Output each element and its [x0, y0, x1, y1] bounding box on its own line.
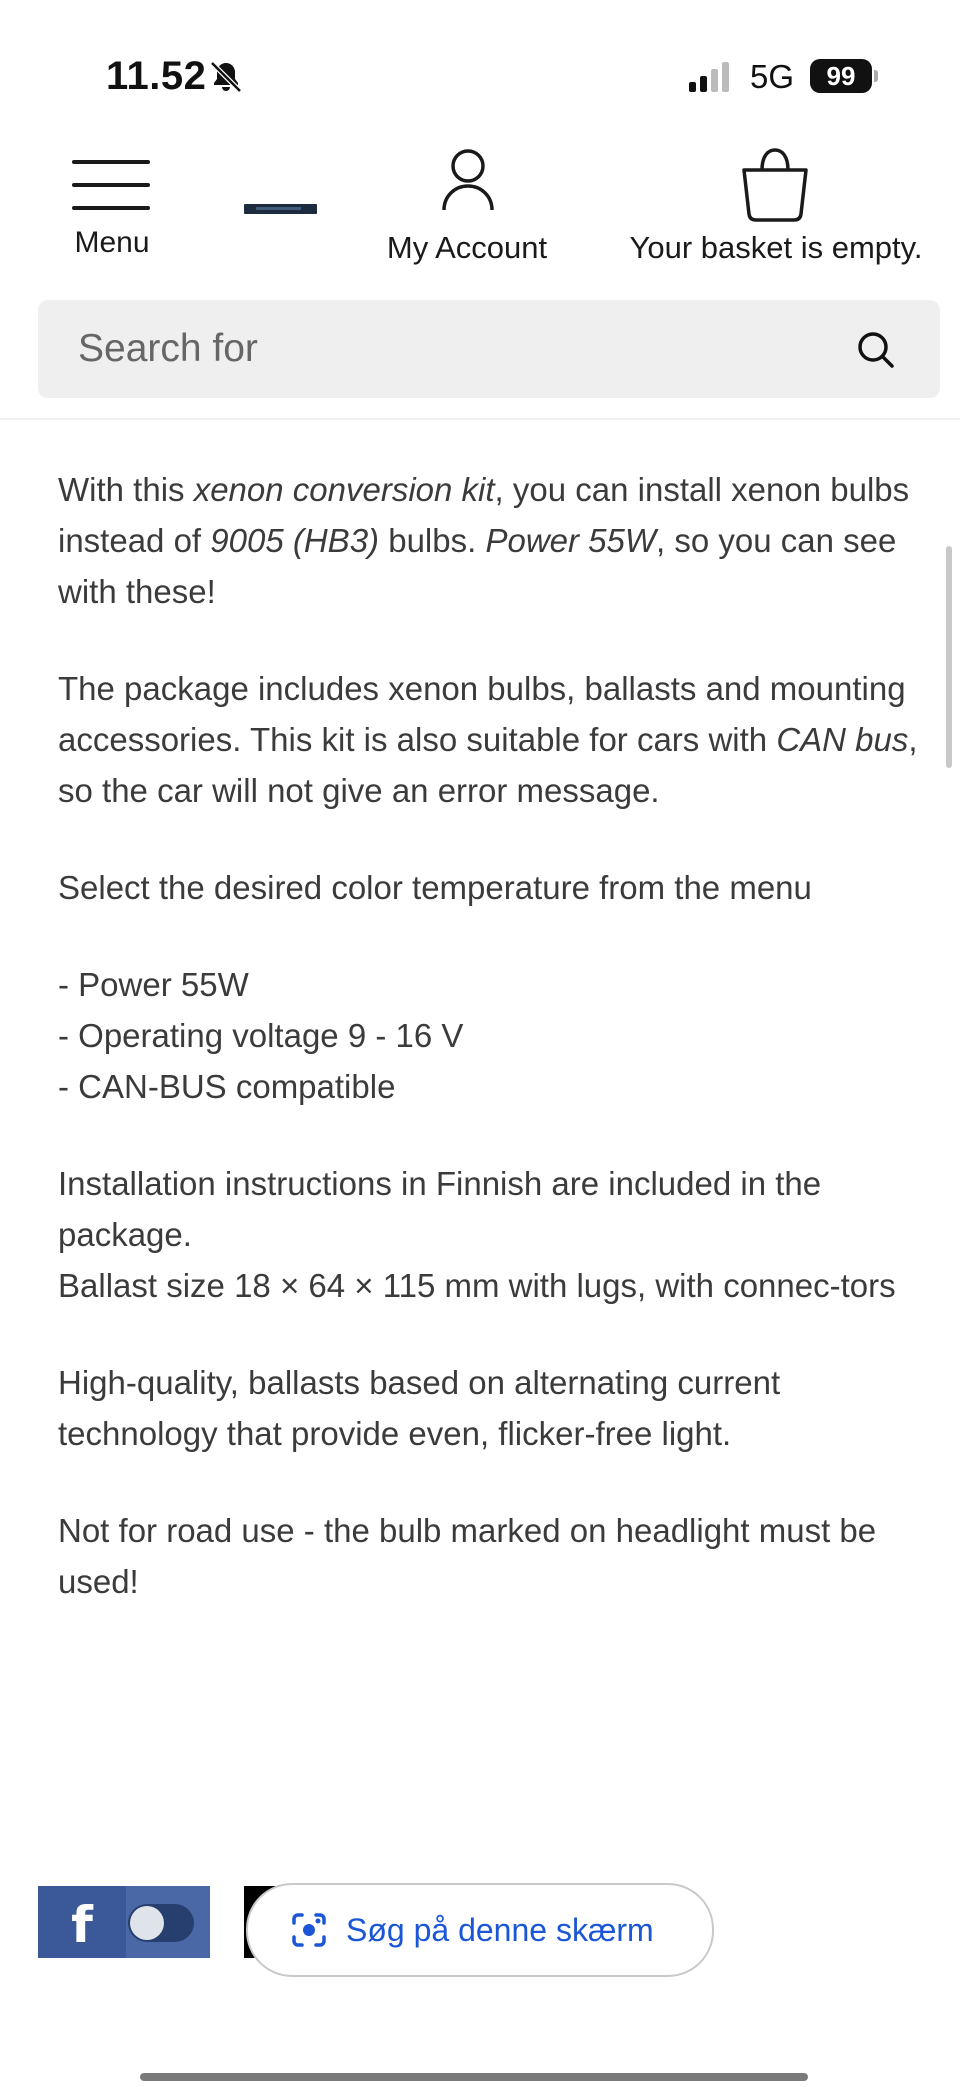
network-type: 5G: [750, 58, 795, 95]
spec-item: - Operating voltage 9 - 16 V: [58, 1017, 464, 1054]
spec-list: [58, 959, 928, 1112]
signal-icon: [688, 62, 734, 94]
site-logo[interactable]: [244, 204, 317, 214]
search-input[interactable]: [78, 300, 838, 398]
quality-paragraph: High-quality, ballasts based on alternating current technology that provide even, flicker-free light.: [58, 1364, 781, 1452]
installation-paragraph: [58, 1158, 928, 1311]
search-icon[interactable]: [854, 328, 898, 372]
site-header: [0, 140, 960, 280]
text-span: With this: [58, 471, 194, 508]
home-indicator[interactable]: [140, 2073, 808, 2081]
text-span: , you can install xenon bulbs instead of: [58, 471, 910, 559]
basket-button[interactable]: [612, 146, 940, 270]
menu-icon-bar: [72, 183, 150, 187]
battery-level: 99: [810, 59, 872, 93]
basket-status-label: Your basket is empty.: [629, 230, 923, 265]
product-description: [58, 464, 928, 1653]
battery-nub: [874, 70, 878, 82]
header-divider: [0, 418, 960, 420]
facebook-icon: f: [71, 1896, 93, 1954]
power-text: Power 55W: [485, 522, 657, 559]
text-span: , so you can see with these!: [58, 522, 897, 610]
lens-icon: [290, 1911, 328, 1949]
text-span: , so the car will not give an error message.: [58, 721, 918, 809]
bulb-type-text: 9005 (HB3): [210, 522, 380, 559]
color-temperature-note: Select the desired color temperature from the menu: [58, 869, 812, 906]
description-paragraph: [58, 663, 928, 816]
facebook-consent-toggle[interactable]: [128, 1904, 194, 1942]
can-bus-text: CAN bus: [776, 721, 909, 758]
status-time: 11.52: [106, 54, 207, 98]
spec-item: - CAN-BUS compatible: [58, 1068, 396, 1105]
toggle-knob: [130, 1906, 164, 1940]
menu-button[interactable]: [70, 150, 154, 270]
road-use-warning: Not for road use - the bulb marked on headlight must be used!: [58, 1512, 877, 1600]
spec-item: - Power 55W: [58, 966, 249, 1003]
facebook-button[interactable]: [38, 1886, 126, 1958]
kit-type-text: xenon conversion kit: [193, 471, 495, 508]
search-bar: [38, 300, 940, 398]
ballast-size-note: Ballast size 18 × 64 × 115 mm with lugs, with connec-tors: [58, 1267, 896, 1304]
text-span: bulbs.: [379, 522, 486, 559]
user-icon: [438, 148, 498, 212]
installation-note: Installation instructions in Finnish are included in the package.: [58, 1165, 822, 1253]
search-screen-button[interactable]: [246, 1883, 714, 1977]
status-bar: [0, 0, 960, 140]
description-paragraph: [58, 464, 928, 617]
menu-icon: [72, 160, 150, 164]
search-screen-label: Søg på denne skærm: [346, 1912, 654, 1948]
menu-icon-bar: [72, 206, 150, 210]
menu-label: Menu: [74, 226, 150, 259]
my-account-label: My Account: [386, 230, 548, 265]
scrollbar[interactable]: [946, 546, 952, 768]
text-span: The package includes xenon bulbs, ballasts and mounting accessories. This kit is also suitable for cars with: [58, 670, 906, 758]
shopping-bag-icon: [740, 146, 810, 222]
my-account-button[interactable]: [372, 148, 562, 268]
bell-slash-icon: [208, 59, 244, 95]
